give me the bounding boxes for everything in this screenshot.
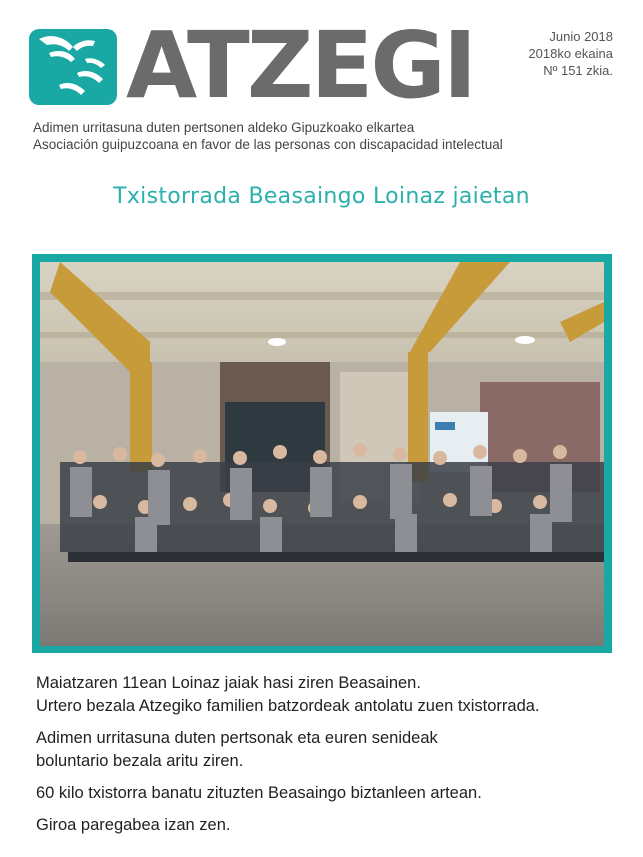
- paragraph-line: boluntario bezala aritu ziren.: [36, 752, 244, 770]
- group-photo: [40, 262, 604, 646]
- paragraph-line: 60 kilo txistorra banatu zituzten Beasaingo biztanleen artean.: [36, 784, 482, 802]
- paragraph-4: [36, 814, 626, 837]
- subtitle-spanish: Asociación guipuzcoana en favor de las personas con discapacidad intelectual: [33, 137, 503, 152]
- paragraph-2: [36, 727, 626, 773]
- paragraph-line: Giroa paregabea izan zen.: [36, 816, 231, 834]
- hands-logo-icon: [29, 29, 117, 105]
- issue-info: [473, 28, 613, 79]
- paragraph-3: [36, 782, 626, 805]
- brand-wordmark: ATZEGI: [126, 12, 475, 119]
- subtitle-basque: Adimen urritasuna duten pertsonen aldeko Gipuzkoako elkartea: [33, 120, 415, 135]
- article-body: [36, 672, 626, 846]
- paragraph-line: Adimen urritasuna duten pertsonak eta euren senideak: [36, 729, 438, 747]
- article-headline: Txistorrada Beasaingo Loinaz jaietan: [113, 184, 530, 209]
- paragraph-line: Urtero bezala Atzegiko familien batzordeak antolatu zuen txistorrada.: [36, 697, 540, 715]
- issue-date-eu: 2018ko ekaina: [528, 46, 613, 61]
- organization-subtitle: [33, 119, 613, 153]
- paragraph-line: Maiatzaren 11ean Loinaz jaiak hasi ziren Beasainen.: [36, 674, 421, 692]
- paragraph-1: [36, 672, 626, 718]
- issue-date-es: Junio 2018: [549, 29, 613, 44]
- issue-number: Nº 151 zkia.: [543, 63, 613, 78]
